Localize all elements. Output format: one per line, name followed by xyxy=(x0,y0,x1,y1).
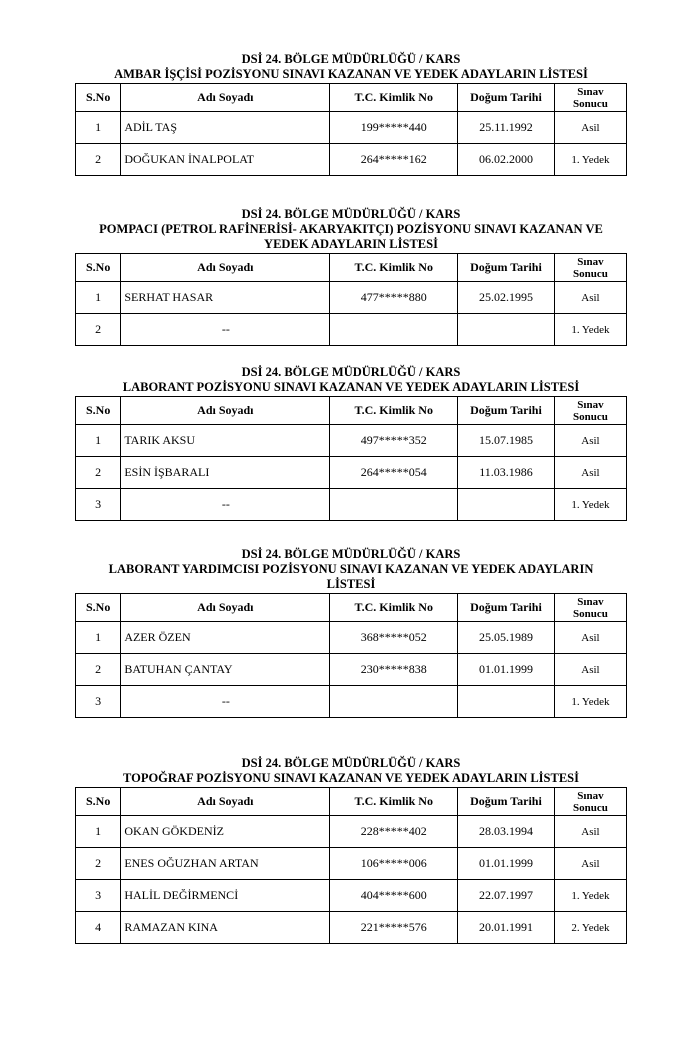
cell-name: HALİL DEĞİRMENCİ xyxy=(121,880,330,912)
cell-sno: 3 xyxy=(76,686,121,718)
section-title xyxy=(75,547,627,592)
cell-result: Asil xyxy=(554,425,626,457)
section-title-line: TOPOĞRAF POZİSYONU SINAVI KAZANAN VE YEDEK ADAYLARIN LİSTESİ xyxy=(122,771,579,785)
cell-name: AZER ÖZEN xyxy=(121,622,330,654)
header-result-line: Sınav xyxy=(577,789,604,802)
cell-tc: 106*****006 xyxy=(330,848,458,880)
cell-tc xyxy=(330,686,458,718)
header-result-line: Sonucu xyxy=(573,410,608,423)
table-row xyxy=(76,880,627,912)
cell-tc: 230*****838 xyxy=(330,654,458,686)
table-row xyxy=(76,489,627,521)
section-title-line: AMBAR İŞÇİSİ POZİSYONU SINAVI KAZANAN VE YEDEK ADAYLARIN LİSTESİ xyxy=(114,67,588,81)
table-header-row xyxy=(76,84,627,112)
header-name: Adı Soyadı xyxy=(121,397,330,425)
cell-dob: 22.07.1997 xyxy=(458,880,555,912)
section-title xyxy=(75,365,627,395)
header-tc: T.C. Kimlik No xyxy=(330,397,458,425)
header-dob: Doğum Tarihi xyxy=(458,594,555,622)
section-title-line: YEDEK ADAYLARIN LİSTESİ xyxy=(264,237,438,251)
cell-name: -- xyxy=(121,314,330,346)
exam-results-section xyxy=(75,365,627,521)
table-header-row xyxy=(76,594,627,622)
cell-tc: 228*****402 xyxy=(330,816,458,848)
cell-name: DOĞUKAN İNALPOLAT xyxy=(121,144,330,176)
section-title xyxy=(75,52,627,82)
header-result-line: Sonucu xyxy=(573,267,608,280)
table-row xyxy=(76,457,627,489)
cell-sno: 1 xyxy=(76,622,121,654)
cell-tc: 497*****352 xyxy=(330,425,458,457)
header-result-line: Sınav xyxy=(577,85,604,98)
results-table xyxy=(75,396,627,521)
results-table xyxy=(75,593,627,718)
header-result-line: Sonucu xyxy=(573,97,608,110)
header-name: Adı Soyadı xyxy=(121,594,330,622)
header-result-line: Sınav xyxy=(577,595,604,608)
cell-dob: 28.03.1994 xyxy=(458,816,555,848)
cell-sno: 4 xyxy=(76,912,121,944)
cell-name: -- xyxy=(121,489,330,521)
cell-tc: 477*****880 xyxy=(330,282,458,314)
cell-dob: 01.01.1999 xyxy=(458,654,555,686)
section-title-line: DSİ 24. BÖLGE MÜDÜRLÜĞÜ / KARS xyxy=(241,52,461,66)
cell-name: BATUHAN ÇANTAY xyxy=(121,654,330,686)
exam-results-section xyxy=(75,547,627,718)
cell-name: OKAN GÖKDENİZ xyxy=(121,816,330,848)
cell-dob: 25.02.1995 xyxy=(458,282,555,314)
cell-sno: 3 xyxy=(76,489,121,521)
header-dob: Doğum Tarihi xyxy=(458,254,555,282)
cell-sno: 1 xyxy=(76,816,121,848)
table-row xyxy=(76,144,627,176)
cell-result: 1. Yedek xyxy=(554,144,626,176)
cell-sno: 2 xyxy=(76,654,121,686)
header-result xyxy=(554,594,626,622)
results-table xyxy=(75,83,627,176)
section-title-line: DSİ 24. BÖLGE MÜDÜRLÜĞÜ / KARS xyxy=(241,207,461,221)
cell-tc: 404*****600 xyxy=(330,880,458,912)
cell-result: Asil xyxy=(554,816,626,848)
cell-result: Asil xyxy=(554,457,626,489)
header-result-line: Sınav xyxy=(577,255,604,268)
cell-name: RAMAZAN KINA xyxy=(121,912,330,944)
cell-name: ENES OĞUZHAN ARTAN xyxy=(121,848,330,880)
section-title-line: DSİ 24. BÖLGE MÜDÜRLÜĞÜ / KARS xyxy=(241,756,461,770)
cell-dob xyxy=(458,489,555,521)
header-sno: S.No xyxy=(76,84,121,112)
header-tc: T.C. Kimlik No xyxy=(330,84,458,112)
cell-name: -- xyxy=(121,686,330,718)
section-title-line: LİSTESİ xyxy=(326,577,376,591)
section-title-line: DSİ 24. BÖLGE MÜDÜRLÜĞÜ / KARS xyxy=(241,365,461,379)
table-row xyxy=(76,848,627,880)
cell-dob xyxy=(458,686,555,718)
section-title xyxy=(75,756,627,786)
header-sno: S.No xyxy=(76,254,121,282)
cell-sno: 3 xyxy=(76,880,121,912)
cell-tc xyxy=(330,314,458,346)
table-row xyxy=(76,912,627,944)
cell-tc: 264*****162 xyxy=(330,144,458,176)
cell-sno: 2 xyxy=(76,144,121,176)
header-sno: S.No xyxy=(76,594,121,622)
table-row xyxy=(76,112,627,144)
header-dob: Doğum Tarihi xyxy=(458,84,555,112)
header-result-line: Sonucu xyxy=(573,607,608,620)
cell-dob: 01.01.1999 xyxy=(458,848,555,880)
cell-dob: 15.07.1985 xyxy=(458,425,555,457)
cell-result: Asil xyxy=(554,622,626,654)
header-sno: S.No xyxy=(76,788,121,816)
header-result xyxy=(554,84,626,112)
cell-tc: 221*****576 xyxy=(330,912,458,944)
table-header-row xyxy=(76,397,627,425)
section-title-line: LABORANT YARDIMCISI POZİSYONU SINAVI KAZANAN VE YEDEK ADAYLARIN xyxy=(108,562,594,576)
table-row xyxy=(76,816,627,848)
table-row xyxy=(76,654,627,686)
cell-dob: 11.03.1986 xyxy=(458,457,555,489)
table-header-row xyxy=(76,254,627,282)
cell-tc: 368*****052 xyxy=(330,622,458,654)
cell-dob: 25.11.1992 xyxy=(458,112,555,144)
cell-dob: 25.05.1989 xyxy=(458,622,555,654)
results-table xyxy=(75,253,627,346)
cell-result: Asil xyxy=(554,112,626,144)
cell-dob xyxy=(458,314,555,346)
cell-sno: 1 xyxy=(76,282,121,314)
header-result xyxy=(554,254,626,282)
cell-dob: 20.01.1991 xyxy=(458,912,555,944)
header-tc: T.C. Kimlik No xyxy=(330,254,458,282)
header-tc: T.C. Kimlik No xyxy=(330,594,458,622)
table-row xyxy=(76,425,627,457)
header-name: Adı Soyadı xyxy=(121,788,330,816)
header-dob: Doğum Tarihi xyxy=(458,397,555,425)
cell-sno: 2 xyxy=(76,314,121,346)
header-result xyxy=(554,788,626,816)
header-dob: Doğum Tarihi xyxy=(458,788,555,816)
cell-tc: 199*****440 xyxy=(330,112,458,144)
cell-result: 1. Yedek xyxy=(554,489,626,521)
header-name: Adı Soyadı xyxy=(121,84,330,112)
cell-result: 1. Yedek xyxy=(554,314,626,346)
section-title-line: POMPACI (PETROL RAFİNERİSİ- AKARYAKITÇI) POZİSYONU SINAVI KAZANAN VE xyxy=(99,222,603,236)
section-title-line: LABORANT POZİSYONU SINAVI KAZANAN VE YEDEK ADAYLARIN LİSTESİ xyxy=(122,380,580,394)
cell-tc: 264*****054 xyxy=(330,457,458,489)
cell-name: TARIK AKSU xyxy=(121,425,330,457)
header-result xyxy=(554,397,626,425)
exam-results-section xyxy=(75,52,627,176)
cell-result: 1. Yedek xyxy=(554,686,626,718)
results-table xyxy=(75,787,627,944)
cell-result: Asil xyxy=(554,654,626,686)
table-row xyxy=(76,314,627,346)
header-result-line: Sınav xyxy=(577,398,604,411)
table-row xyxy=(76,282,627,314)
header-name: Adı Soyadı xyxy=(121,254,330,282)
cell-sno: 1 xyxy=(76,112,121,144)
exam-results-section xyxy=(75,756,627,944)
section-title xyxy=(75,207,627,252)
section-title-line: DSİ 24. BÖLGE MÜDÜRLÜĞÜ / KARS xyxy=(241,547,461,561)
header-tc: T.C. Kimlik No xyxy=(330,788,458,816)
cell-name: ESİN İŞBARALI xyxy=(121,457,330,489)
cell-name: ADİL TAŞ xyxy=(121,112,330,144)
header-result-line: Sonucu xyxy=(573,801,608,814)
table-row xyxy=(76,622,627,654)
cell-sno: 2 xyxy=(76,457,121,489)
cell-result: 2. Yedek xyxy=(554,912,626,944)
cell-result: Asil xyxy=(554,282,626,314)
cell-dob: 06.02.2000 xyxy=(458,144,555,176)
cell-sno: 1 xyxy=(76,425,121,457)
header-sno: S.No xyxy=(76,397,121,425)
table-row xyxy=(76,686,627,718)
exam-results-section xyxy=(75,207,627,346)
cell-result: 1. Yedek xyxy=(554,880,626,912)
cell-sno: 2 xyxy=(76,848,121,880)
table-header-row xyxy=(76,788,627,816)
cell-result: Asil xyxy=(554,848,626,880)
cell-tc xyxy=(330,489,458,521)
cell-name: SERHAT HASAR xyxy=(121,282,330,314)
